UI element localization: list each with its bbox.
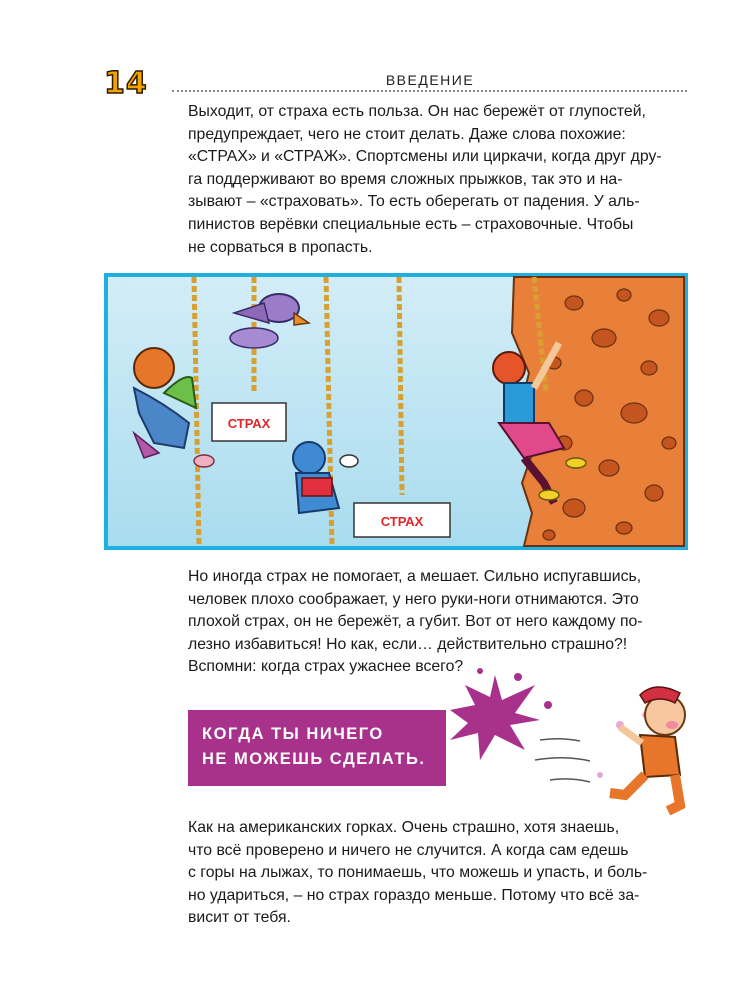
text-line: с горы на лыжах, то понимаешь, что можешь и упасть, и боль-: [188, 864, 648, 882]
text-line: Но иногда страх не помогает, а мешает. Сильно испугавшись,: [188, 568, 642, 585]
text-line: «СТРАХ» и «СТРАЖ». Спортсмены или циркачи, когда друг дру-: [188, 148, 662, 166]
text-line: Выходит, от страха есть польза. Он нас бережёт от глупостей,: [188, 103, 646, 120]
sign-strakh-2: [354, 503, 450, 537]
section-title: ВВЕДЕНИЕ: [385, 72, 475, 88]
text-line: что всё проверено и ничего не случится. А когда сам едешь: [188, 841, 629, 859]
text-line: лезно избавиться! Но как, если… действительно страшно?!: [188, 635, 628, 653]
running-boy: [610, 687, 685, 811]
paragraph-roller-coaster: [188, 817, 688, 930]
text-line: предупреждает, чего не стоит делать. Даже слова похожие:: [188, 125, 626, 143]
paragraph-bad-fear: [188, 566, 688, 679]
text-line: зывают – «страховать». То есть оберегать от падения. У аль-: [188, 193, 640, 211]
text-line: Вспомни: когда страх ужаснее всего?: [188, 658, 464, 676]
text-line: не сорваться в пропасть.: [188, 238, 373, 256]
text-line: пинистов верёвки специальные есть – страховочные. Чтобы: [188, 215, 634, 233]
text-line: человек плохо соображает, у него руки-ноги отнимаются. Это: [188, 590, 639, 608]
text-line: но удариться, – но страх гораздо меньше. Потому что всё за-: [188, 886, 640, 904]
callout-box: [188, 710, 446, 786]
callout-text: [202, 722, 425, 772]
svg-text:СТРАХ: СТРАХ: [380, 514, 424, 529]
header-divider: [172, 90, 687, 92]
callout-line: КОГДА ТЫ НИЧЕГО: [202, 725, 384, 743]
svg-text:СТРАХ: СТРАХ: [227, 416, 271, 431]
paragraph-intro: [188, 101, 688, 259]
text-line: плохой страх, он не бережёт, а губит. Вот от него каждому по-: [188, 613, 643, 631]
sign-strakh-1: [212, 403, 286, 441]
callout-line: НЕ МОЖЕШЬ СДЕЛАТЬ.: [202, 750, 426, 768]
climbing-illustration: [104, 273, 688, 550]
splash: [450, 675, 540, 760]
page-number: 14: [104, 66, 148, 101]
rope: [399, 277, 402, 495]
text-line: га поддерживают во время сложных прыжков, так это и на-: [188, 170, 623, 188]
running-boy-illustration: [440, 665, 690, 815]
text-line: висит от тебя.: [188, 909, 291, 927]
text-line: Как на американских горках. Очень страшно, хотя знаешь,: [188, 819, 620, 836]
